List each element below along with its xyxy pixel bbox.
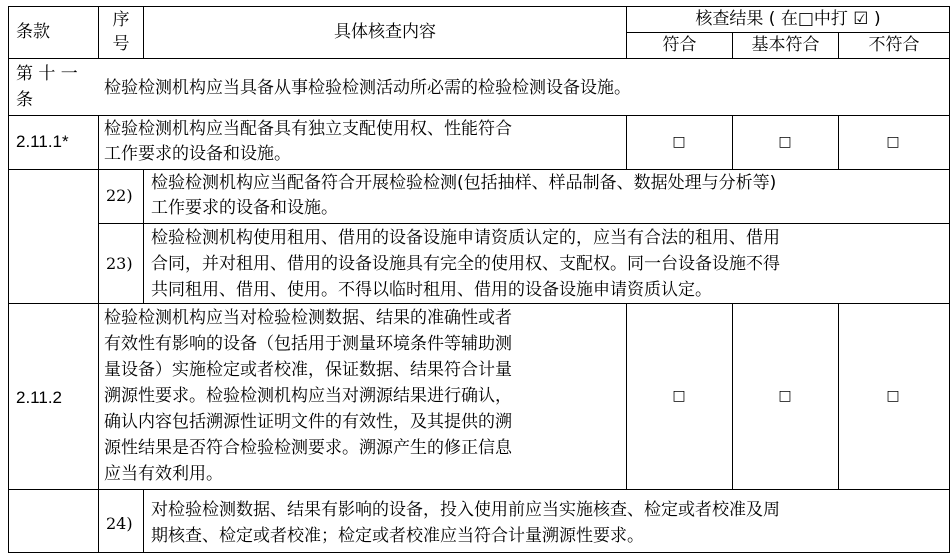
grid-line	[838, 303, 839, 489]
clause-text-line: 有效性有影响的设备（包括用于测量环境条件等辅助测	[104, 334, 512, 354]
grid-line	[8, 303, 950, 304]
grid-line	[143, 169, 144, 303]
clause-text-line: 应当有效利用。	[104, 464, 223, 484]
header-content: 具体核查内容	[334, 22, 436, 42]
header-seq-line1: 序	[112, 10, 130, 30]
seq-24: 24)	[106, 514, 133, 533]
grid-line	[626, 115, 627, 169]
checkbox-basic-conform[interactable]: □	[778, 134, 792, 150]
grid-line	[8, 58, 950, 59]
item-text-line: 检验检测机构应当配备符合开展检验检测(包括抽样、样品制备、数据处理与分析等)	[151, 173, 777, 193]
checkbox-basic-conform[interactable]: □	[778, 388, 792, 404]
header-col-basic: 基本符合	[751, 35, 820, 55]
grid-line	[143, 489, 144, 553]
grid-line	[8, 6, 9, 553]
clause-text-line: 检验检测机构应当对检验检测数据、结果的准确性或者	[104, 308, 512, 328]
checkbox-conform[interactable]: □	[672, 134, 686, 150]
item-text-line: 对检验检测数据、结果有影响的设备，投入使用前应当实施核查、检定或者校准及周	[151, 500, 780, 520]
checkbox-nonconform[interactable]: □	[886, 134, 900, 150]
clause-2-11-1: 2.11.1*	[16, 132, 69, 151]
clause-text-line: 量设备）实施检定或者校准，保证数据、结果符合计量	[104, 360, 512, 380]
grid-line	[8, 169, 950, 170]
clause-text-line: 工作要求的设备和设施。	[104, 144, 291, 164]
grid-line	[98, 115, 99, 553]
clause-text-line: 源性结果是否符合检验检测要求。溯源产生的修正信息	[104, 438, 512, 458]
item-text-line: 工作要求的设备和设施。	[151, 198, 338, 218]
grid-line	[8, 489, 950, 490]
article-label-line1: 第 十 一	[16, 64, 78, 84]
seq-23: 23)	[106, 254, 133, 273]
grid-line	[626, 303, 627, 489]
header-col-nonconform: 不符合	[868, 35, 920, 55]
checkbox-conform[interactable]: □	[672, 388, 686, 404]
header-col-conform: 符合	[662, 35, 697, 55]
article-text: 检验检测机构应当具备从事检验检测活动所必需的检验检测设备设施。	[104, 78, 631, 98]
grid-line	[949, 6, 950, 553]
clause-text-line: 确认内容包括溯源性证明文件的有效性，及其提供的溯	[104, 412, 512, 432]
item-text-line: 检验检测机构使用租用、借用的设备设施申请资质认定的，应当有合法的租用、借用	[151, 228, 780, 248]
seq-22: 22)	[106, 186, 133, 205]
clause-text-line: 溯源性要求。检验检测机构应当对溯源结果进行确认，	[104, 386, 512, 406]
clause-2-11-2: 2.11.2	[16, 388, 63, 407]
header-seq-line2: 号	[112, 34, 130, 54]
grid-line	[732, 115, 733, 169]
grid-line	[838, 115, 839, 169]
article-label-line2: 条	[16, 90, 33, 110]
grid-line	[98, 223, 950, 224]
clause-text-line: 检验检测机构应当配备具有独立支配使用权、性能符合	[104, 119, 512, 139]
item-text-line: 共同租用、借用、使用。不得以临时租用、借用的设备设施申请资质认定。	[151, 280, 712, 300]
item-text-line: 合同，并对租用、借用的设备设施具有完全的使用权、支配权。同一台设备设施不得	[151, 254, 780, 274]
checkbox-nonconform[interactable]: □	[886, 388, 900, 404]
item-text-line: 期核查、检定或者校准；检定或者校准应当符合计量溯源性要求。	[151, 526, 644, 546]
header-result: 核查结果 ( 在□中打 ☑ )	[695, 9, 881, 29]
grid-line	[8, 115, 950, 116]
header-clause: 条款	[16, 22, 50, 42]
grid-line	[8, 552, 950, 553]
grid-line	[732, 303, 733, 489]
